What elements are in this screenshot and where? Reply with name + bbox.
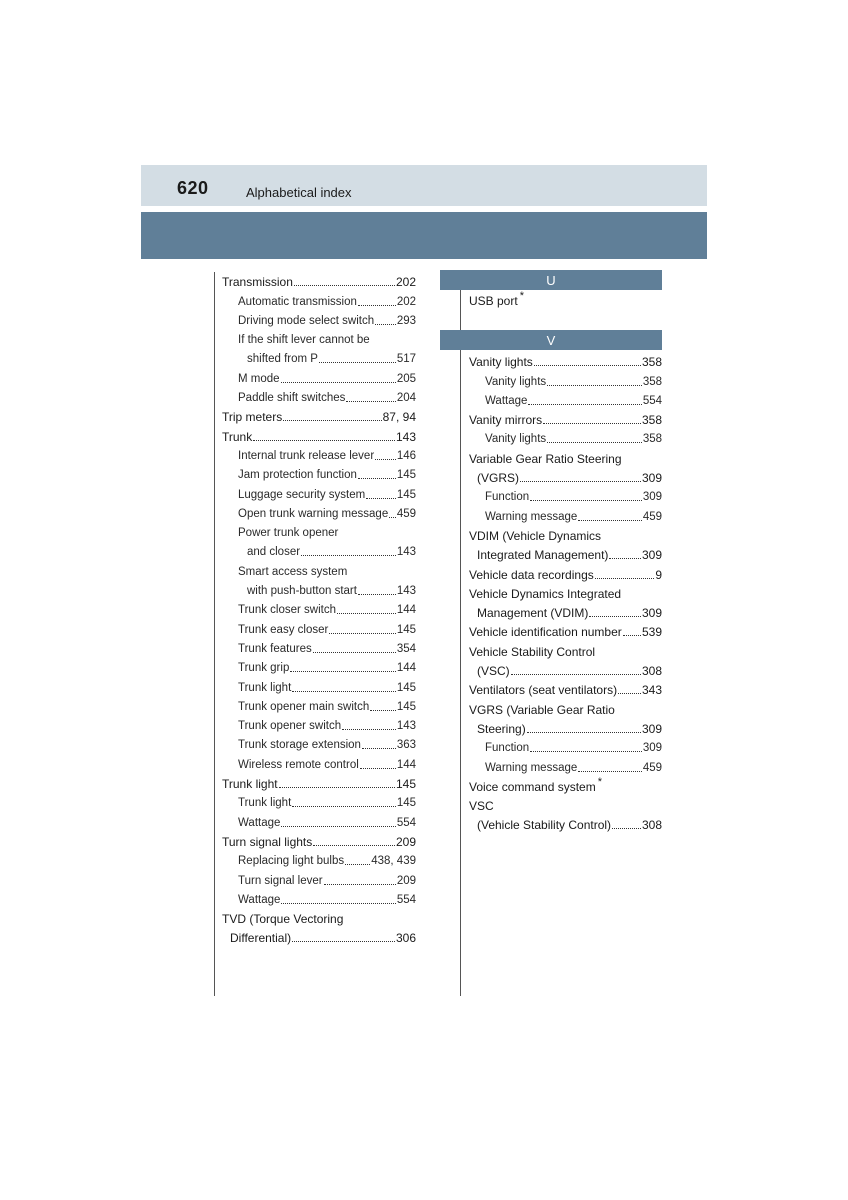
entry-term: Trunk closer switch: [238, 604, 336, 617]
entry-page-number[interactable]: 309: [641, 606, 662, 621]
entry-page-number[interactable]: 145: [395, 777, 416, 792]
index-entry: [469, 620, 662, 639]
entry-page-number[interactable]: 459: [642, 761, 662, 774]
index-entry: [222, 733, 416, 752]
entry-term: Warning message: [485, 510, 578, 523]
entry-page-number[interactable]: 459: [396, 507, 416, 520]
entry-term: If the shift lever cannot be: [238, 334, 370, 347]
dot-leader: [547, 385, 642, 386]
entry-page-number[interactable]: 144: [396, 662, 416, 675]
index-entry: [222, 926, 416, 945]
entry-term: Trunk easy closer: [238, 623, 329, 636]
entry-page-number[interactable]: 209: [395, 834, 416, 849]
dot-leader: [294, 285, 395, 286]
index-entry: [222, 849, 416, 868]
entry-page-number[interactable]: 202: [396, 295, 416, 308]
dot-leader: [370, 710, 396, 711]
dot-leader: [358, 478, 396, 479]
entry-page-number[interactable]: 539: [641, 625, 662, 640]
index-entry: [469, 601, 662, 620]
index-entry: [469, 717, 662, 736]
dot-leader: [313, 845, 395, 846]
index-entry: [222, 810, 416, 829]
entry-term: Trunk light: [238, 797, 292, 810]
dot-leader: [319, 362, 396, 363]
index-entry: [222, 347, 416, 366]
index-section-u: [469, 289, 662, 308]
index-entry: [469, 543, 662, 562]
entry-term: Vehicle Stability Control: [469, 644, 596, 659]
entry-page-number[interactable]: 145: [396, 681, 416, 694]
entry-page-number[interactable]: 554: [396, 893, 416, 906]
entry-page-number[interactable]: 9: [655, 567, 662, 582]
entry-term: Vanity lights: [469, 355, 533, 370]
index-entry: [469, 485, 662, 504]
index-entry: [222, 270, 416, 289]
index-entry: [469, 678, 662, 697]
index-entry: [222, 888, 416, 907]
index-entry: [469, 446, 662, 465]
dot-leader: [345, 864, 370, 865]
entry-page-number[interactable]: 146: [396, 449, 416, 462]
column-divider-left: [214, 272, 215, 996]
entry-page-number[interactable]: 87, 94: [382, 410, 416, 425]
entry-page-number[interactable]: 358: [641, 413, 662, 428]
entry-term: Open trunk warning message: [238, 507, 389, 520]
entry-page-number[interactable]: 145: [396, 797, 416, 810]
index-entry: [469, 639, 662, 658]
dot-leader: [530, 751, 642, 752]
dot-leader: [618, 693, 641, 694]
entry-page-number[interactable]: 143: [396, 585, 416, 598]
letter-u: U: [546, 272, 556, 288]
dot-leader: [543, 423, 641, 424]
index-entry: [222, 579, 416, 598]
index-entry: [469, 408, 662, 427]
dot-leader: [578, 771, 642, 772]
entry-term: Vehicle data recordings: [469, 567, 594, 582]
index-entry: [469, 289, 662, 308]
entry-term: VSC: [469, 799, 494, 814]
entry-page-number[interactable]: 144: [396, 604, 416, 617]
dot-leader: [578, 520, 642, 521]
entry-term: VGRS (Variable Gear Ratio: [469, 702, 615, 717]
index-entry: [222, 424, 416, 443]
entry-page-number[interactable]: 143: [395, 429, 416, 444]
entry-term: Trip meters: [222, 410, 283, 425]
entry-term: Wireless remote control: [238, 758, 359, 771]
entry-page-number[interactable]: 308: [641, 664, 662, 679]
entry-term: Steering): [477, 721, 526, 736]
entry-term: shifted from P: [247, 353, 318, 366]
dot-leader: [528, 404, 641, 405]
entry-term: and closer: [247, 546, 301, 559]
dot-leader: [530, 500, 642, 501]
entry-page-number[interactable]: 145: [396, 700, 416, 713]
entry-term: Management (VDIM): [477, 606, 589, 621]
index-entry: [469, 504, 662, 523]
index-entry: [222, 656, 416, 675]
entry-page-number[interactable]: 145: [396, 488, 416, 501]
entry-term: Luggage security system: [238, 488, 366, 501]
entry-page-number[interactable]: 202: [395, 275, 416, 290]
dot-leader: [360, 768, 396, 769]
dot-leader: [366, 498, 396, 499]
index-entry: [222, 772, 416, 791]
dot-leader: [346, 401, 395, 402]
index-entry: [469, 427, 662, 446]
index-entry: [222, 695, 416, 714]
entry-term: Replacing light bulbs: [238, 855, 345, 868]
index-entry: [222, 521, 416, 540]
entry-term: Trunk opener switch: [238, 720, 342, 733]
entry-term: Vehicle Dynamics Integrated: [469, 586, 622, 601]
asterisk-mark: *: [519, 290, 524, 303]
entry-page-number[interactable]: 143: [396, 546, 416, 559]
index-entry: [222, 791, 416, 810]
index-entry: [222, 482, 416, 501]
entry-term: Voice command system: [469, 779, 596, 794]
index-entry: [469, 524, 662, 543]
letter-heading-v: [440, 330, 662, 350]
entry-term: Trunk light: [238, 681, 292, 694]
entry-page-number[interactable]: 309: [641, 548, 662, 563]
entry-page-number[interactable]: 517: [396, 353, 416, 366]
dot-leader: [253, 440, 395, 441]
column-divider-right: [460, 272, 461, 996]
entry-page-number[interactable]: 343: [641, 683, 662, 698]
index-entry: [222, 386, 416, 405]
entry-term: Turn signal lever: [238, 874, 323, 887]
entry-term: Wattage: [238, 893, 281, 906]
entry-term: Trunk light: [222, 777, 278, 792]
entry-term: Trunk grip: [238, 662, 290, 675]
index-entry: [469, 775, 662, 794]
entry-term: Warning message: [485, 761, 578, 774]
entry-page-number[interactable]: 459: [642, 510, 662, 523]
entry-term: Variable Gear Ratio Steering: [469, 451, 622, 466]
entry-page-number[interactable]: 354: [396, 642, 416, 655]
asterisk-mark: *: [597, 775, 602, 788]
entry-term: Driving mode select switch: [238, 314, 375, 327]
entry-term: VDIM (Vehicle Dynamics: [469, 528, 602, 543]
index-entry: [222, 752, 416, 771]
index-entry: [222, 366, 416, 385]
entry-page-number[interactable]: 309: [641, 471, 662, 486]
index-entry: [469, 562, 662, 581]
entry-term: (VGRS): [477, 471, 519, 486]
dot-leader: [342, 729, 396, 730]
index-entry: [222, 868, 416, 887]
index-entry: [222, 463, 416, 482]
entry-term: (VSC): [477, 664, 510, 679]
entry-term: Automatic transmission: [238, 295, 357, 308]
entry-term: with push-button start: [247, 585, 357, 598]
entry-page-number[interactable]: 144: [396, 758, 416, 771]
dot-leader: [313, 652, 396, 653]
entry-page-number[interactable]: 554: [642, 394, 662, 407]
index-entry: [469, 350, 662, 369]
entry-term: TVD (Torque Vectoring: [222, 912, 344, 927]
entry-page-number[interactable]: 306: [395, 931, 416, 946]
entry-term: Transmission: [222, 275, 293, 290]
dot-leader: [375, 324, 396, 325]
entry-page-number[interactable]: 358: [641, 355, 662, 370]
dot-leader: [301, 555, 396, 556]
index-entry: [469, 813, 662, 832]
dot-leader: [609, 558, 641, 559]
entry-page-number[interactable]: 293: [396, 314, 416, 327]
entry-term: (Vehicle Stability Control): [477, 818, 612, 833]
dot-leader: [511, 674, 641, 675]
entry-term: Function: [485, 491, 530, 504]
dot-leader: [623, 635, 641, 636]
index-entry: [469, 389, 662, 408]
entry-term: Turn signal lights: [222, 834, 313, 849]
dot-leader: [534, 365, 641, 366]
dot-leader: [547, 442, 642, 443]
index-entry: [222, 540, 416, 559]
index-entry: [222, 714, 416, 733]
entry-term: Function: [485, 742, 530, 755]
entry-term: Paddle shift switches: [238, 392, 346, 405]
index-entry: [222, 675, 416, 694]
index-column-1: [222, 270, 416, 945]
dot-leader: [292, 806, 396, 807]
dot-leader: [292, 941, 395, 942]
dot-leader: [358, 594, 396, 595]
entry-page-number[interactable]: 145: [396, 623, 416, 636]
dot-leader: [612, 828, 641, 829]
index-entry: [469, 582, 662, 601]
entry-term: Wattage: [485, 394, 528, 407]
entry-term: M mode: [238, 372, 280, 385]
page-header: [141, 165, 707, 206]
entry-page-number[interactable]: 143: [396, 720, 416, 733]
dot-leader: [520, 481, 641, 482]
dot-leader: [281, 903, 395, 904]
entry-page-number[interactable]: 209: [396, 874, 416, 887]
entry-term: Trunk features: [238, 642, 312, 655]
entry-term: Differential): [230, 931, 292, 946]
dot-leader: [329, 633, 395, 634]
entry-page-number[interactable]: 554: [396, 816, 416, 829]
dot-leader: [362, 748, 396, 749]
index-entry: [222, 309, 416, 328]
entry-page-number[interactable]: 309: [642, 491, 662, 504]
index-entry: [469, 369, 662, 388]
entry-term: Trunk: [222, 429, 253, 444]
entry-page-number[interactable]: 438, 439: [371, 855, 416, 868]
index-entry: [222, 328, 416, 347]
entry-page-number[interactable]: 204: [396, 392, 416, 405]
dot-leader: [595, 578, 655, 579]
entry-term: Trunk storage extension: [238, 739, 361, 752]
dot-leader: [281, 826, 395, 827]
dot-leader: [589, 616, 641, 617]
entry-term: Wattage: [238, 816, 281, 829]
entry-page-number[interactable]: 145: [396, 469, 416, 482]
index-entry: [222, 502, 416, 521]
index-entry: [222, 598, 416, 617]
entry-page-number[interactable]: 358: [642, 433, 662, 446]
entry-page-number[interactable]: 309: [641, 721, 662, 736]
page-number: 620: [177, 178, 209, 198]
entry-term: Integrated Management): [477, 548, 609, 563]
entry-page-number[interactable]: 308: [641, 818, 662, 833]
letter-v: V: [546, 332, 556, 348]
entry-term: Ventilators (seat ventilators): [469, 683, 618, 698]
index-entry: [469, 466, 662, 485]
entry-page-number[interactable]: 205: [396, 372, 416, 385]
dot-leader: [358, 305, 396, 306]
dot-leader: [292, 691, 396, 692]
index-entry: [222, 637, 416, 656]
entry-term: USB port: [469, 294, 518, 309]
index-entry: [222, 559, 416, 578]
entry-page-number[interactable]: 358: [642, 375, 662, 388]
index-entry: [222, 617, 416, 636]
dot-leader: [375, 459, 396, 460]
entry-page-number[interactable]: 363: [396, 739, 416, 752]
entry-term: Vehicle identification number: [469, 625, 622, 640]
letter-heading-u: [440, 270, 662, 290]
entry-term: Vanity lights: [485, 433, 547, 446]
index-entry: [469, 755, 662, 774]
index-entry: [222, 907, 416, 926]
index-entry: [222, 444, 416, 463]
dot-leader: [389, 517, 396, 518]
dot-leader: [324, 884, 396, 885]
dot-leader: [290, 671, 395, 672]
dot-leader: [527, 732, 641, 733]
entry-term: Vanity lights: [485, 375, 547, 388]
entry-term: Power trunk opener: [238, 527, 339, 540]
index-entry: [222, 405, 416, 424]
index-entry: [222, 289, 416, 308]
index-section-v: [469, 350, 662, 832]
entry-term: Internal trunk release lever: [238, 449, 375, 462]
index-entry: [222, 830, 416, 849]
index-entry: [469, 659, 662, 678]
section-title: Alphabetical index: [246, 185, 352, 200]
entry-term: Trunk opener main switch: [238, 700, 370, 713]
entry-term: Jam protection function: [238, 469, 357, 482]
dot-leader: [283, 420, 381, 421]
index-entry: [469, 736, 662, 755]
dot-leader: [279, 787, 395, 788]
dot-leader: [337, 613, 396, 614]
index-entry: [469, 794, 662, 813]
dot-leader: [281, 382, 396, 383]
entry-page-number[interactable]: 309: [642, 742, 662, 755]
index-entry: [469, 697, 662, 716]
entry-term: Vanity mirrors: [469, 413, 543, 428]
entry-term: Smart access system: [238, 565, 348, 578]
header-band: [141, 212, 707, 259]
